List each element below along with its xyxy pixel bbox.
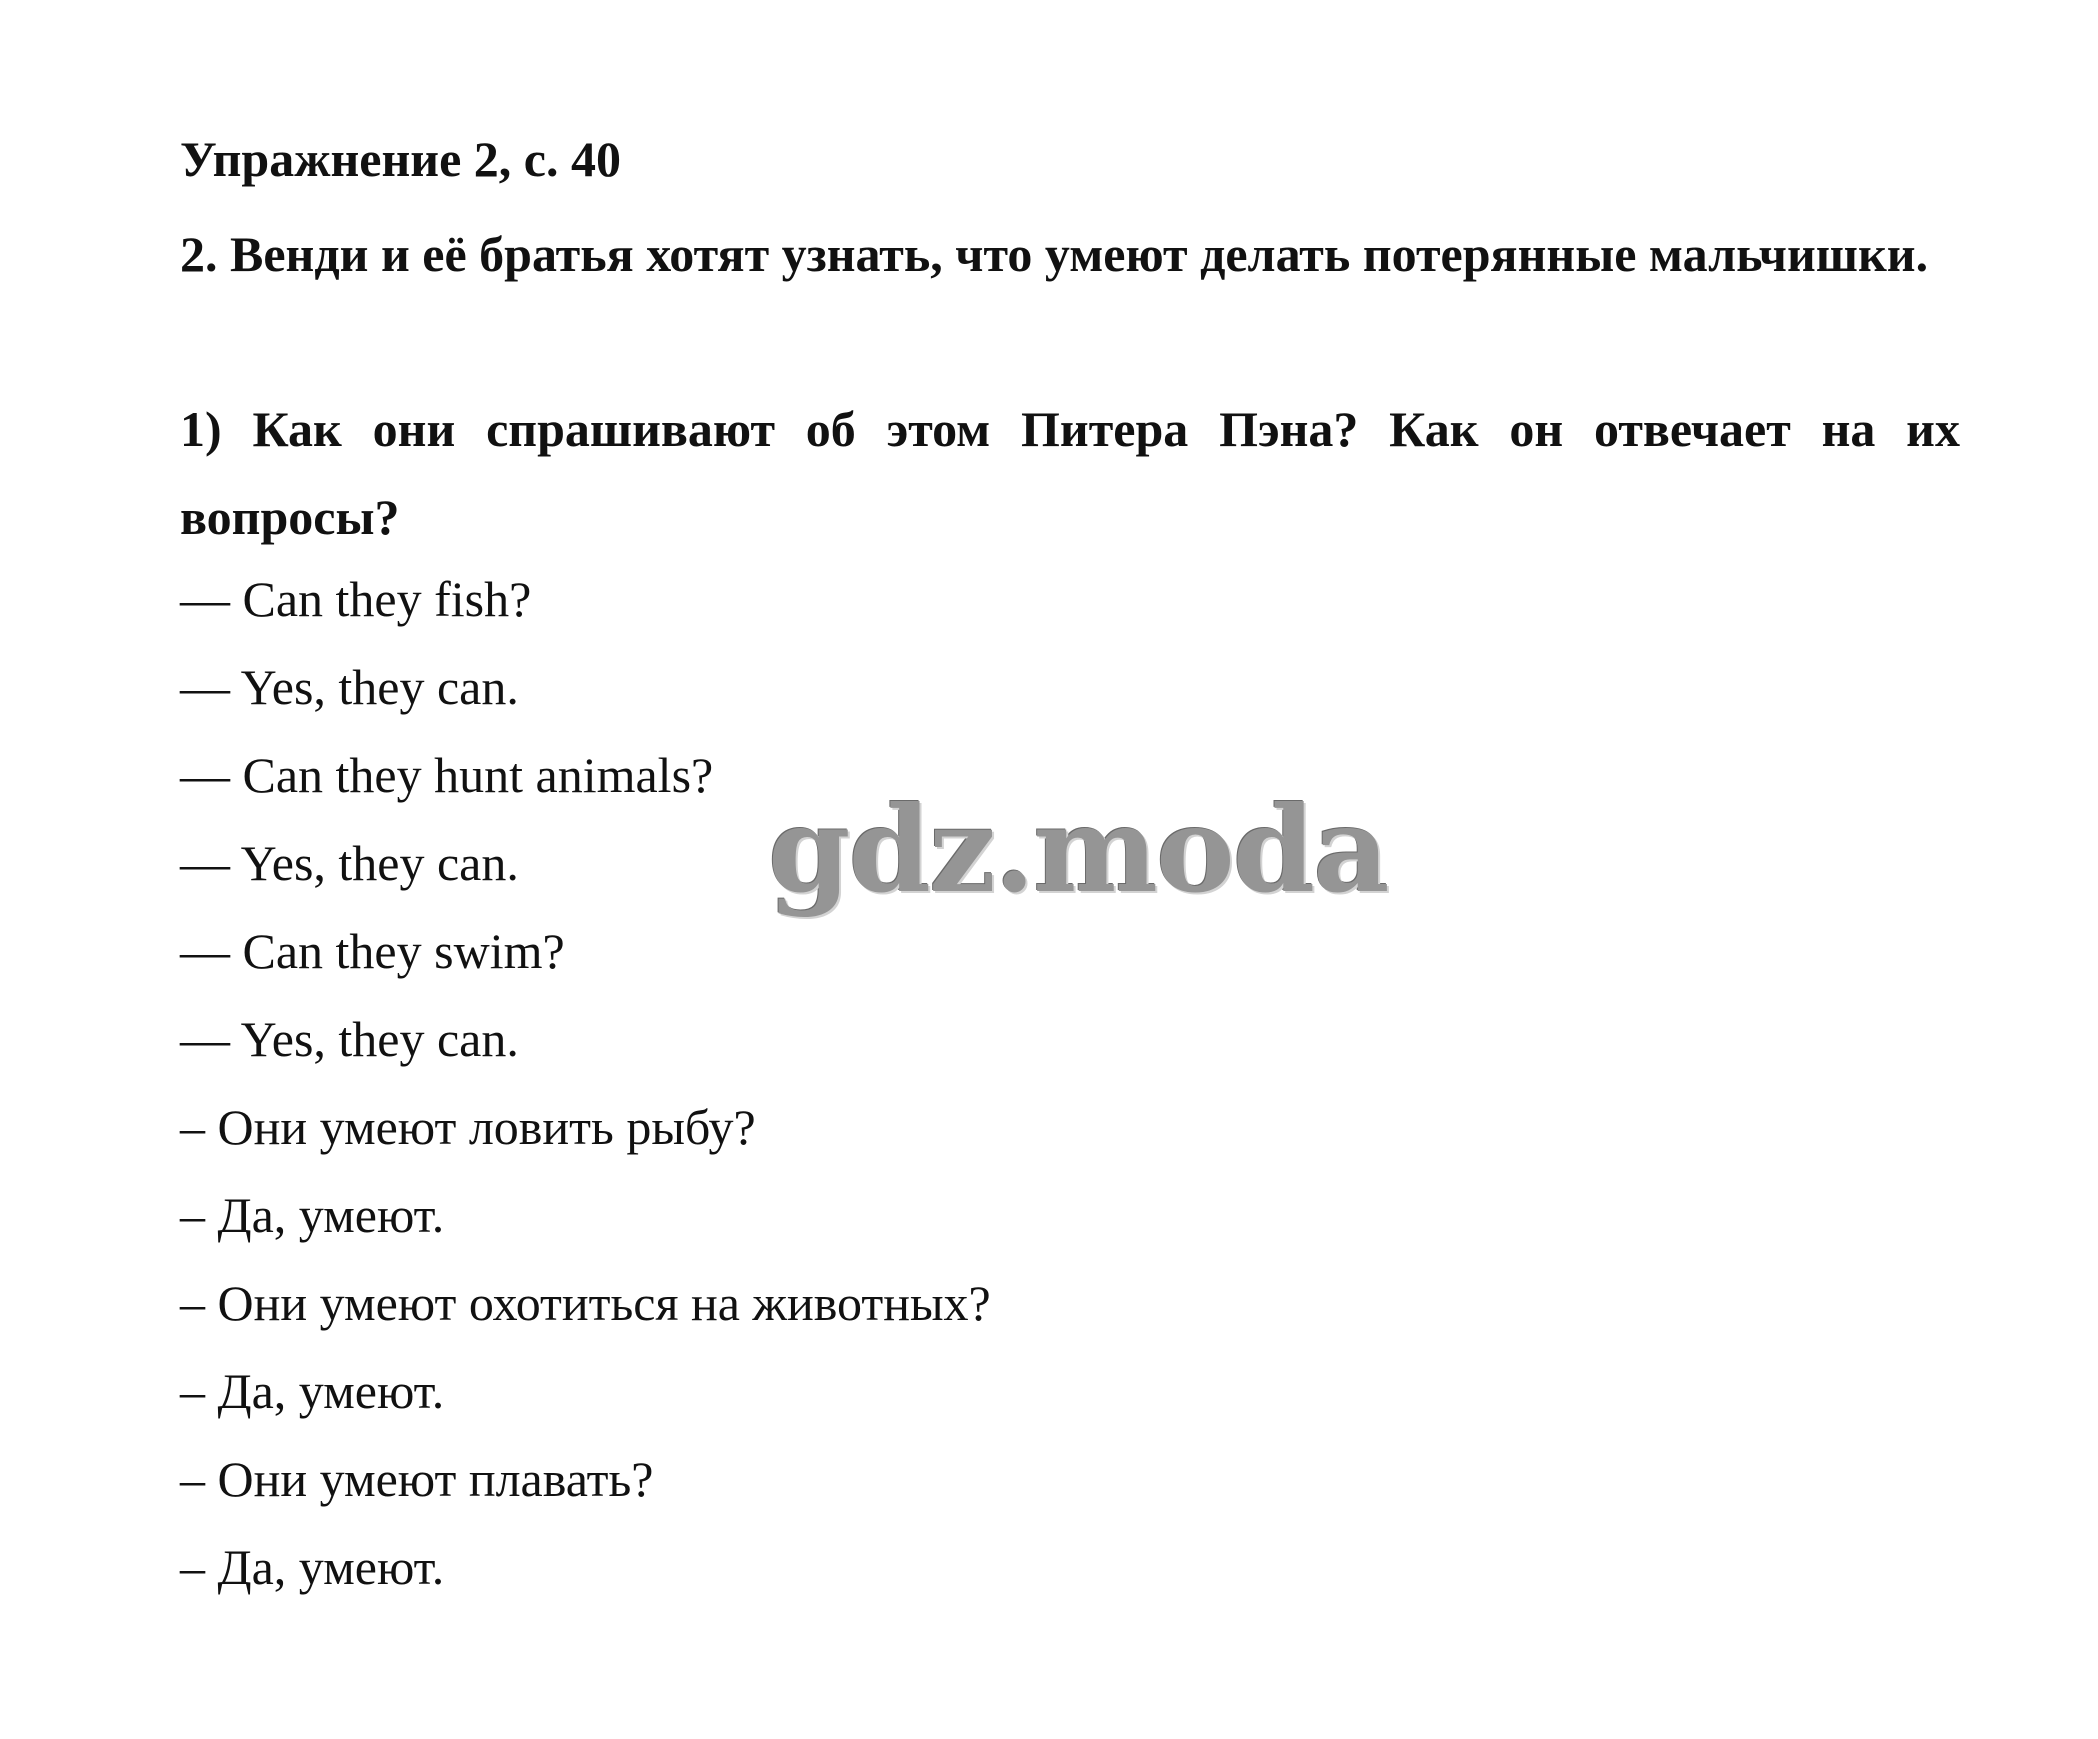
dialogue-line: – Они умеют ловить рыбу? [180,1099,756,1155]
dialogue-line: – Да, умеют. [180,1363,445,1419]
dialogue-line: — Yes, they can. [180,1011,519,1067]
dialogue-line: – Они умеют плавать? [180,1451,654,1507]
dialogue-line: – Они умеют охотиться на животных? [180,1275,991,1331]
dialogue-line: — Can they hunt animals? [180,747,714,803]
dialogue-line: — Can they swim? [180,923,565,979]
exercise-heading: Упражнение 2, с. 40 [180,131,621,187]
question-text: 1) Как они спрашивают об этом Питера Пэна? Как он отвечает на их вопросы? [180,401,1960,545]
dialogue-line: — Can they fish? [180,571,532,627]
dialogue-line: — Yes, they can. [180,835,519,891]
task-text: 2. Венди и её братья хотят узнать, что умеют делать потерянные мальчишки. [180,226,1929,282]
dialogue-line: – Да, умеют. [180,1187,445,1243]
dialogue-line: – Да, умеют. [180,1539,445,1595]
dialogue-list [180,555,991,1611]
dialogue-line: — Yes, they can. [180,659,519,715]
watermark-logo: gdz.moda [768,780,1388,919]
